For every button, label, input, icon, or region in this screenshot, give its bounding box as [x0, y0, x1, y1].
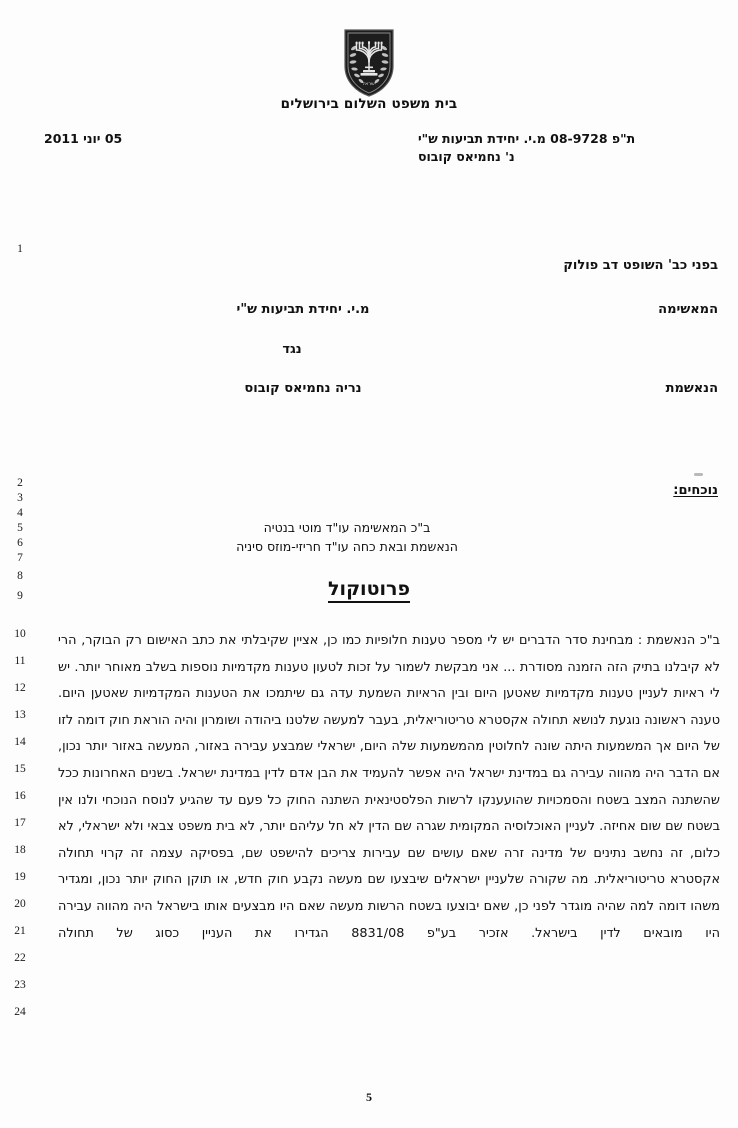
scan-artifact — [694, 473, 703, 476]
presiding-judge: בפני כב' השופט דב פולוק — [563, 258, 718, 273]
line-number: 2 — [17, 477, 23, 489]
line-number-gutter — [0, 0, 48, 1128]
line-number: 23 — [14, 979, 26, 991]
line-number: 18 — [14, 844, 26, 856]
israel-state-emblem-icon — [341, 26, 397, 98]
page-number: 5 — [366, 1090, 372, 1104]
defendant-row — [28, 381, 718, 396]
plaintiff-role-label: המאשימה — [658, 302, 718, 317]
emblem-container — [0, 26, 738, 98]
line-number: 9 — [17, 590, 23, 602]
court-name: בית משפט השלום בירושלים — [280, 96, 458, 112]
line-number: 5 — [17, 522, 23, 534]
defendant-name: נריה נחמיאס קובוס — [244, 381, 362, 396]
line-number: 24 — [14, 1006, 26, 1018]
body-paragraph: ב"כ הנאשמת : מבחינת סדר הדברים יש לי מספר טענות חלופיות כמו כן, אציין שקיבלתי את כתב האישום רק הבוקר, הרי לא קיבלנו בתיק הזה הזמנה מסודרת ... אני מבקשת לשמור על זכות לטעון טענות מקדמיות נוספות בשלב מאוחר יותר. יש לי ראיות לעניין טענות מקדמיות שאטען היום ובין הראיות השמעת עדה גם שיתמכו את הטענות המקדמיות שאטען היום. — [58, 633, 720, 702]
line-number: 10 — [14, 628, 26, 640]
line-number: 17 — [14, 817, 26, 829]
line-number: 15 — [14, 763, 26, 775]
line-number: 11 — [14, 655, 26, 667]
line-number: 20 — [14, 898, 26, 910]
case-number: ת"פ 08-9728 מ.י. יחידת תביעות ש"י — [418, 131, 636, 146]
case-parties: נ' נחמיאס קובוס — [418, 149, 515, 165]
line-number: 14 — [14, 736, 26, 748]
line-number: 13 — [14, 709, 26, 721]
attendee-line: ב"כ המאשימה עו"ד מוטי בנטיה — [263, 520, 431, 535]
line-number: 1 — [17, 243, 23, 255]
case-identifier — [418, 130, 718, 166]
versus-label: נגד — [282, 342, 302, 357]
protocol-body — [58, 628, 720, 947]
attendee-line: הנאשמת ובאת כחה עו"ד חריזי-מוזס סיניה — [236, 538, 458, 554]
attendees-title: נוכחים: — [673, 483, 718, 498]
protocol-heading-text: פרוטוקול — [328, 578, 410, 603]
line-number: 8 — [17, 570, 23, 582]
line-number: 19 — [14, 871, 26, 883]
defendant-role-label: הנאשמת — [665, 381, 718, 396]
line-number: 16 — [14, 790, 26, 802]
line-number: 6 — [17, 537, 23, 549]
line-number: 7 — [17, 552, 23, 564]
line-number: 4 — [17, 507, 23, 519]
protocol-heading — [0, 578, 738, 600]
hearing-date: 05 יוני 2011 — [44, 131, 123, 146]
line-number: 22 — [14, 952, 26, 964]
attendees-list — [2, 519, 718, 557]
body-paragraph: טענה ראשונה נוגעת לנושא תחולה אקסטרא טריטוריאלית, בעבר למעשה שלטנו ביהודה ושומרון והיה הוראת חוק דומה לזו של היום אך המשמעות היתה שונה לחלוטין מהמשמעות שלה היום, ישראלי שמבצע עבירה באזור, המעשה באזור יותר נכון, אם הדבר היה מהווה עבירה גם במדינת ישראל היה אפשר להעמיד את הבן אדם לדין במדינת ישראל. בשנים האחרונות ככל שהשתנה המצב בשטח והסמכויות שהועענקו לרשות הפלסטינאית השתנה החוק כל פעם עד שהגיע לנוסח הנוכחי ולנו אין בשטח שם שום אחיזה. לעניין האוכלוסיה המקומית שגרה שם הדין לא חל עליהם יותר, לא בית משפט צבאי ולא ישראלי, לא כלום, זה נחשב נתינים של מדינה זרה שאם עושים שם עבירות צריכים להישפט שם, בפסיקה עצמה זה קרוי תחולה אקסטרא טריטוריאלית. מה שקורה שלעניין ישראלים שיבצעו שם מעשה נקבע חוק חדש, או תוקן החוק יותר נכון, ומגדיר משהו דומה למה שהיה מוגדר לפני כן, שאם יבוצעו בשטח הרשות מעשה שאם היו מבצעים אותו בישראל היה מהווה עבירה היו מובאים לדין בישראל. אזכיר בע"פ 8831/08 הגדירו את העניין כסוג של תחולה — [58, 712, 720, 941]
line-number: 12 — [14, 682, 26, 694]
line-number: 21 — [14, 925, 26, 937]
plaintiff-row — [28, 302, 718, 317]
plaintiff-name: מ.י. יחידת תביעות ש"י — [236, 302, 370, 317]
line-number: 3 — [17, 492, 23, 504]
svg-text:ישראל: ישראל — [362, 81, 376, 87]
